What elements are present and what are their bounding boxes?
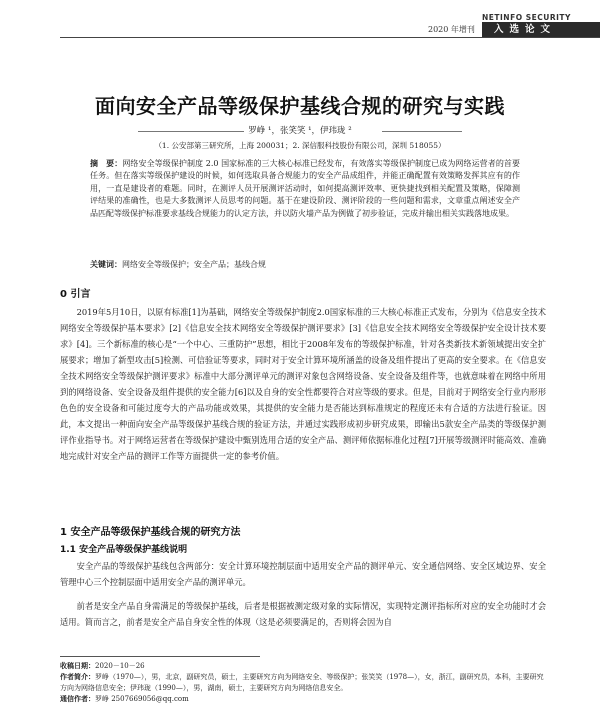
contact-line (60, 694, 546, 705)
abstract-text: 网络安全等级保护制度 2.0 国家标准的三大核心标准已经发布，有效落实等级保护制度已成为网络运营者的首要任务。但在落实等级保护建设的时候，如何选取具备合规能力的安全产品成组件，并能正确配置有效策略发挥其应有的作用，一直是建设者的难题。同时，在测评人员开展测评活动时，如何提高测评效率、更快捷找到相关配置及策略，保障测评结果的准确性，也是大多数测评人员思考的问题。基于在建设阶段、测评阶段的一些问题和需求，文章重点阐述安全产品匹配等级保护标准要求基线合规能力的认定方法，并以防火墙产品为例做了初步验证，完成并输出相关实践落地成果。 (90, 159, 520, 218)
paper-title: 面向安全产品等级保护基线合规的研究与实践 (95, 94, 505, 118)
keywords-label: 关键词： (90, 260, 122, 269)
heading-section-1: 1 安全产品等级保护基线合规的研究方法 (60, 527, 241, 538)
journal-logo: NETINFO SECURITY (482, 13, 571, 22)
abstract (90, 158, 520, 220)
affiliation: （1. 公安部第三研究所，上海 200031；2. 深信服科技股份有限公司，深圳 518055） (154, 141, 446, 150)
authors-row (0, 124, 600, 138)
contact-label: 通信作者： (60, 695, 95, 703)
keywords (90, 259, 520, 270)
author-bio: 罗峥（1970—），男，北京，副研究员，硕士，主要研究方向为网络安全、等级保护；张笑笑（1978—），女，浙江，副研究员，本科，主要研究方向为网络信息安全；伊玮珑（1990—），男，湖南，硕士，主要研究方向为网络信息安全。 (60, 673, 544, 692)
heading-section-1-1: 1.1 安全产品等级保护基线说明 (60, 545, 188, 555)
author-bio-line (60, 672, 546, 694)
keywords-text: 网络安全等级保护；安全产品；基线合规 (122, 260, 266, 269)
received-date-line (60, 661, 546, 672)
section-tab: 入选论文 (482, 22, 600, 37)
heading-intro: 0 引言 (60, 289, 91, 300)
page-header (0, 0, 600, 44)
issue-label: 2020 年增刊 (428, 25, 475, 34)
section-1-1-paragraph-1: 安全产品的等级保护基线包含两部分：安全计算环境控制层面中适用安全产品的测评单元、安全通信网络、安全区域边界、安全管理中心三个控制层面中适用安全产品的测评单元。 (60, 561, 546, 587)
contact-info: 罗峥 2507669056@qq.com (95, 695, 189, 703)
bio-label: 作者简介： (60, 673, 95, 681)
footnote (60, 661, 546, 705)
received-label: 收稿日期： (60, 662, 95, 670)
footer-rule (60, 656, 260, 657)
authors: 罗峥 ¹，张笑笑 ¹，伊玮珑 ² (248, 126, 352, 136)
intro-paragraph: 2019年5月10日，以原有标准[1]为基础，网络安全等级保护制度2.0国家标准的三大核心标准正式发布，分别为《信息安全技术网络安全等级保护基本要求》[2]《信息安全技术网络安全等级保护测评要求》[3]《信息安全技术网络安全等级保护安全设计技术要求》[4]。三个新标准的核心是“一个中心、三重防护”思想，相比于2008年发布的等级保护标准，针对各类新技术新领域提出安全扩展要求；增加了新型攻击[5]检测、可信验证等要求，同时对于安全计算环境所涵盖的设备及组件提出了更高的安全要求。在《信息安全技术网络安全等级保护测评要求》标准中大部分测评单元的测评对象包含网络设备、安全设备及组件等，也就意味着在网络中所用到的网络设备、安全设备及组件提供的安全能力[6]以及自身的安全性都要符合对应等级的要求。但是，目前对于网络安全行业内形形色色的安全设备和可能过度夸大的产品功能或效果，其提供的安全能力是否能达到标准规定的程度还未有合适的方法进行验证。因此，本文提出一种面向安全产品等级保护基线合规的验证方法，并通过实践形成初步研究成果，即输出5款安全产品类的等级保护测评作业指导书。对于网络运营者在等级保护建设中甄别选用合适的安全产品、测评师依据标准化过程[7]开展等级测评时能高效、准确地完成针对安全产品的测评工作等方面提供一定的参考价值。 (60, 307, 546, 461)
section-1-1-paragraph-2: 前者是安全产品自身需满足的等级保护基线，后者是根据被测定级对象的实际情况，实现特定测评指标所对应的安全功能时才会适用。简而言之，前者是安全产品自身安全性的体现（这是必须要满足的，否则将会因为自 (60, 601, 546, 627)
authors-rule-right (382, 131, 462, 132)
header-rule (60, 37, 600, 38)
received-date: 2020－10－26 (95, 662, 145, 670)
abstract-label: 摘 要： (90, 159, 123, 168)
